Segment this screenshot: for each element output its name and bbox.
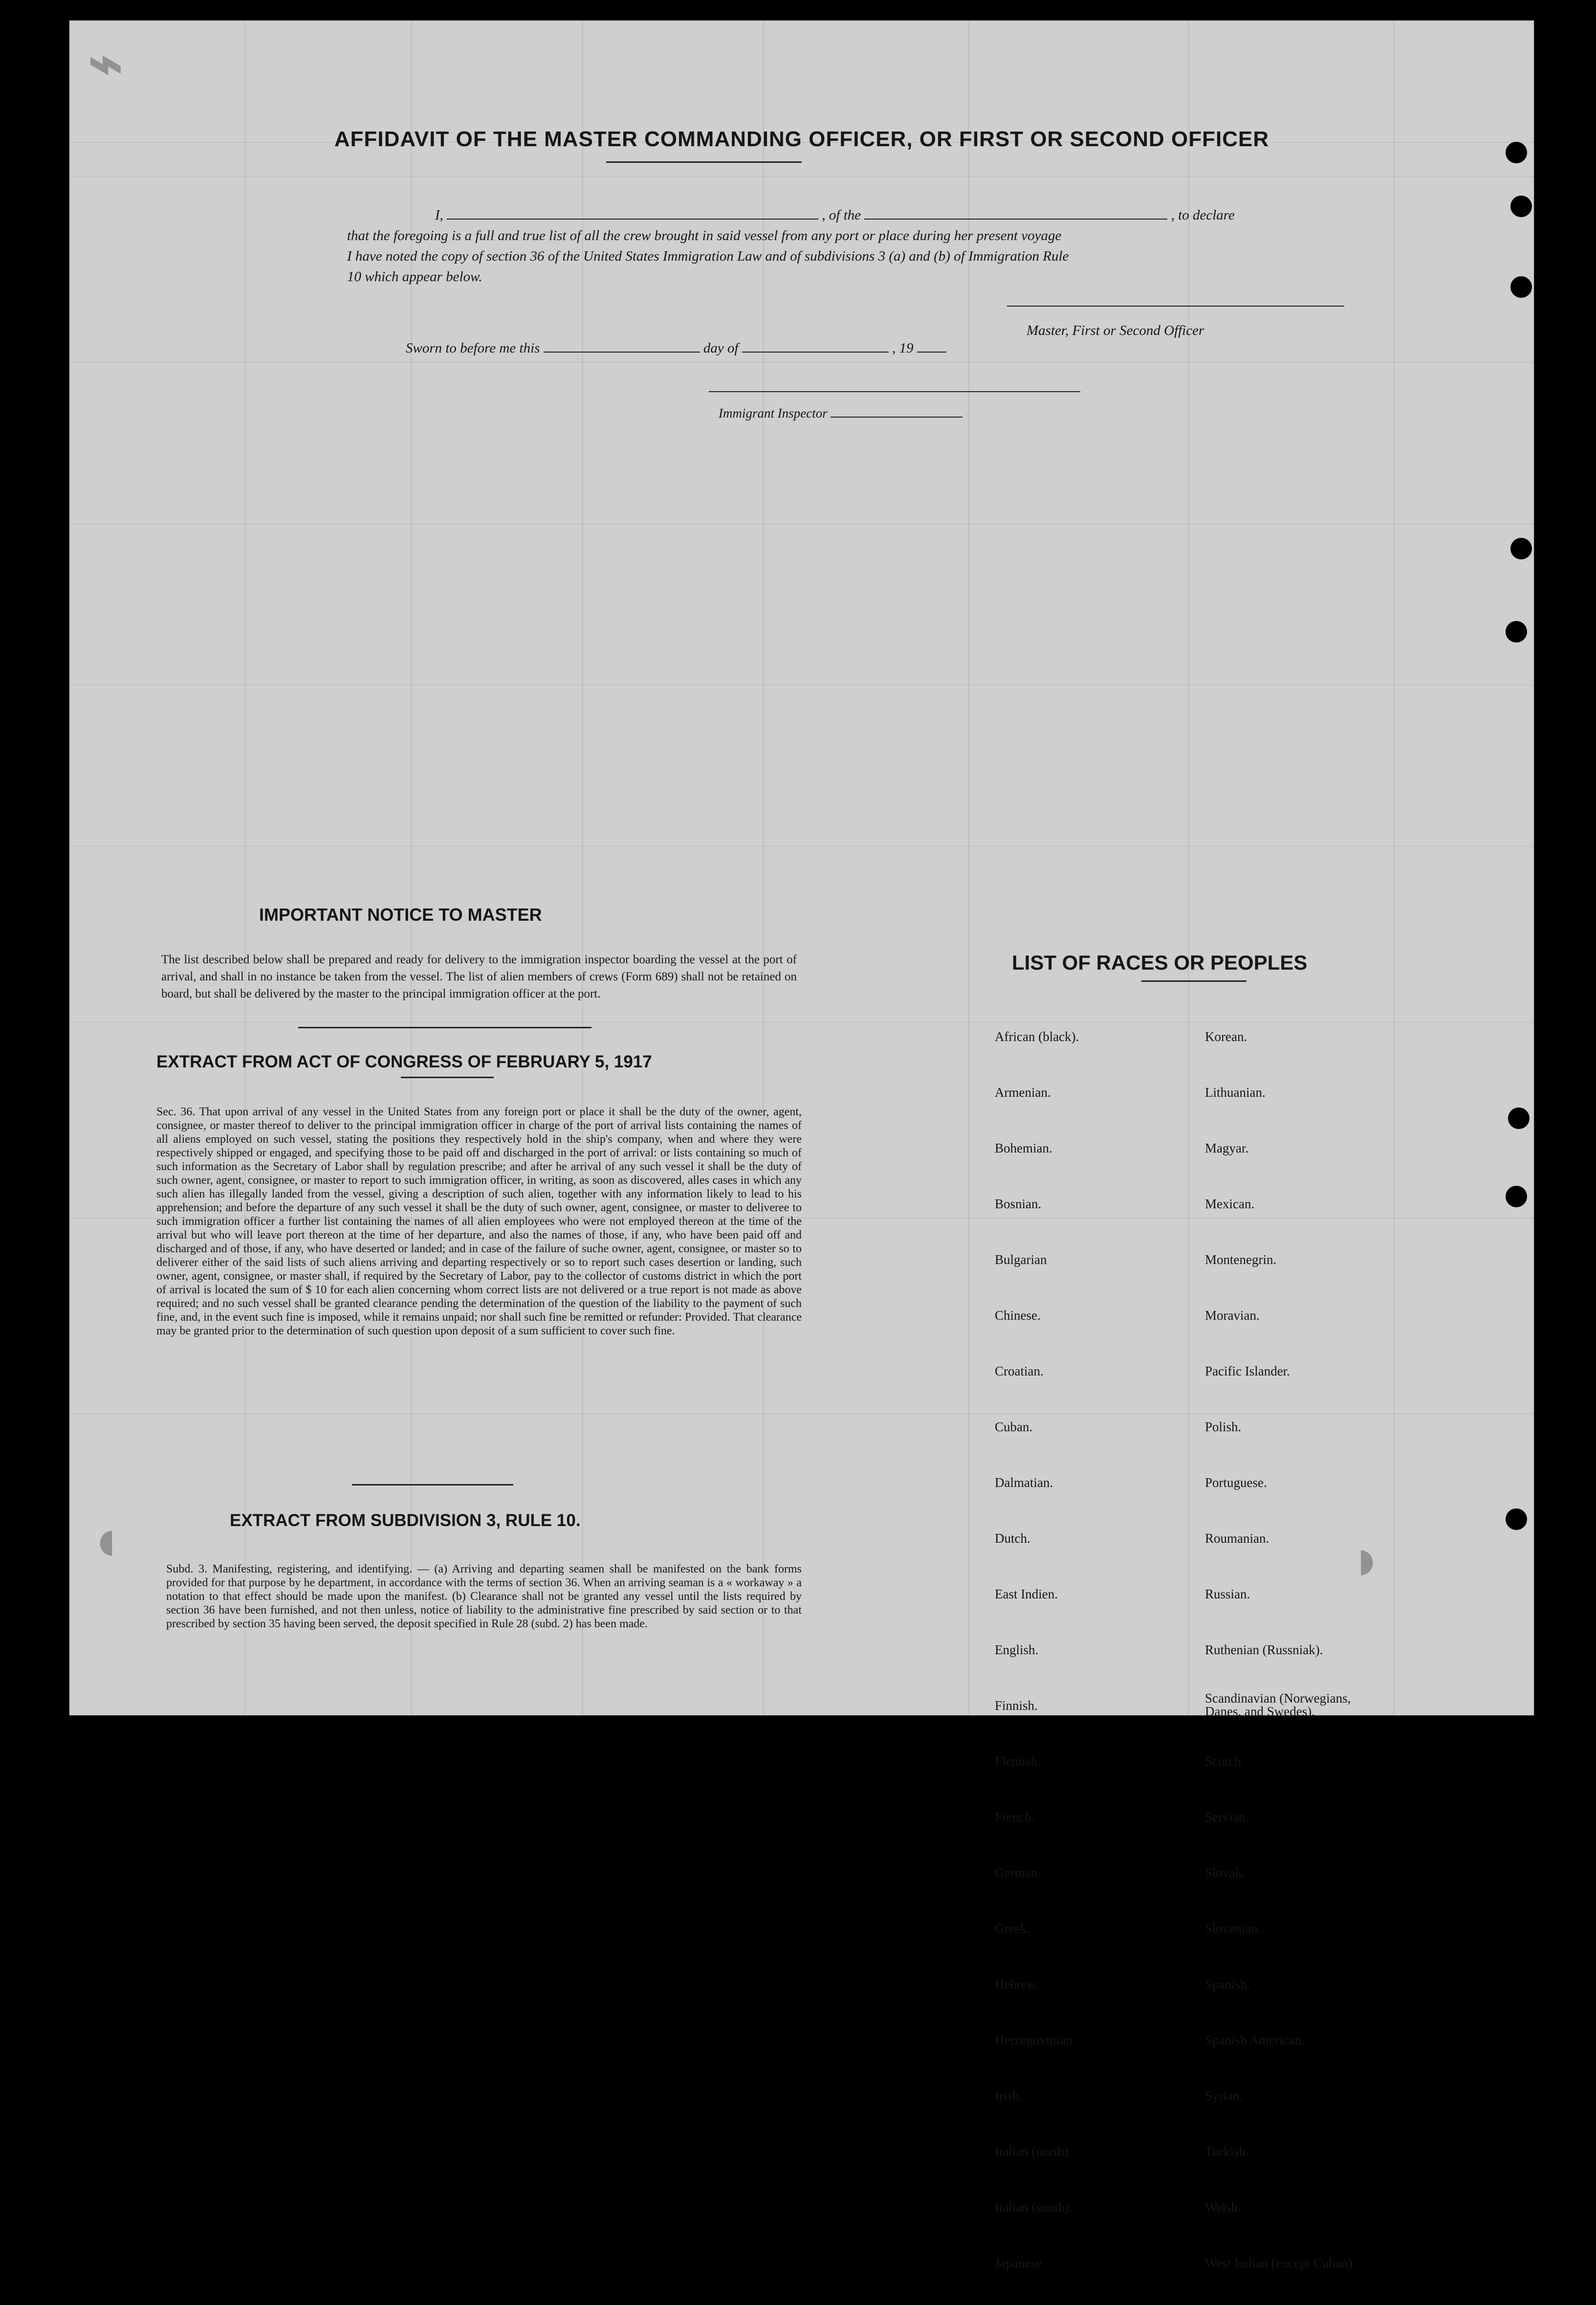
affidavit-prefix: I,	[435, 207, 443, 223]
races-left-column	[995, 995, 1220, 2305]
sworn-year-prefix: , 19	[892, 340, 914, 356]
race-item: Hebrew.	[995, 1977, 1039, 1992]
race-item: Bulgarian	[995, 1252, 1047, 1267]
race-item: Italian (south).	[995, 2200, 1072, 2215]
notice-text: The list described below shall be prepared and ready for delivery to the immigration inspector boarding the vessel at the port of arrival, and shall in no instance be taken from the vessel. The list of alien members of crews (Form 689) shall not be retained on board, but shall be delivered by the master to the principal immigration officer at the port.	[161, 953, 797, 1000]
act-title-underline	[401, 1077, 494, 1078]
affidavit-line-2: that the foregoing is a full and true list of all the crew brought in said vessel from any port or place during her present voyage	[347, 228, 1062, 244]
race-item: French.	[995, 1810, 1035, 1824]
affidavit-title: AFFIDAVIT OF THE MASTER COMMANDING OFFICER, OR FIRST OR SECOND OFFICER	[334, 127, 1269, 151]
race-item: East Indien.	[995, 1587, 1058, 1601]
inspector-line	[719, 405, 962, 421]
race-item: Italian (north).	[995, 2144, 1072, 2159]
subdivision-text: Subd. 3. Manifesting, registering, and identifying. — (a) Arriving and departing seamen shall be manifested on the bank forms provided for that purpose by he department, in accordance with the terms of section 36. When an arriving seaman is a « workaway » a notation to that effect should be made upon the manifest. (b) Clearance shall not be granted any vessel until the lists required by section 36 have been furnished, and not then unless, notice of liability to the administrative fine prescribed by said section or to that prescribed by section 35 having been served, the deposit specified in Rule 28 (subd. 2) has been made.	[166, 1563, 802, 1630]
faded-stamp-mark: ◖	[88, 1507, 124, 1573]
race-item: Dalmatian.	[995, 1475, 1053, 1490]
race-item: Spanish American.	[1205, 2033, 1305, 2047]
binder-hole	[1510, 196, 1532, 217]
affidavit-line-4: 10 which appear below.	[347, 269, 482, 285]
race-item: Scotch.	[1205, 1754, 1245, 1769]
race-item: Cuban.	[995, 1419, 1033, 1434]
race-item: German.	[995, 1865, 1041, 1880]
sworn-prefix: Sworn to before me this	[406, 340, 540, 356]
race-item: Russian.	[1205, 1587, 1250, 1601]
race-item: Slovak.	[1205, 1865, 1245, 1880]
races-title: LIST OF RACES OR PEOPLES	[1012, 951, 1308, 974]
inspector-rule	[709, 391, 1080, 392]
race-item: Spanish.	[1205, 1977, 1250, 1992]
document-sheet	[68, 20, 1535, 2270]
affidavit-declare: , to declare	[1171, 207, 1235, 223]
faded-stamp-mark: ⌁	[88, 30, 124, 96]
race-item: Slovenian.	[1205, 1921, 1261, 1936]
act-extract-text: Sec. 36. That upon arrival of any vessel in the United States from any foreign port or place it shall be the duty of the owner, agent, consignee, or master thereof to deliver to the principal immigration officer in charge of the port of arrival lists containing the names of all aliens employed on such vessel, stating the positions they respectively hold in the ship's company, when and where they were respectively shipped or engaged, and specifying those to be paid off and discharged in the port of arrival: or lists containing so much of such information as the Secretary of Labor shall by regulation prescribe; and after he arrival of any such vessel it shall be the duty of such owner, agent, consignee, or master to report to such immigration officer, in writing, as soon as discovered, alles cases in which any such alien has illegally landed from the vessel, giving a description of such alien, together with any information likely to lead to his apprehension; and before the departure of any such vessel it shall be the duty of such owner, agent, consignee, or master to deliveree to such immigration officer a further list containing the names of all alien employees who were not employed thereon at the time of the arrival but who will leave port thereon at the time of her departure, and also the names of those, if any, who have been paid off and discharged and of those, if any, who have deserted or landed; and in case of the failure of suche owner, agent, consignee, or master so to deliverer either of the said lists of such aliens arriving and departing respectively or so to report such cases desertion or landing, such owner, agent, consignee, or master shall, if required by the Secretary of Labor, pay to the collector of customs district in which the port of arrival is located the sum of $ 10 for each alien concerning whom correct lists are not delivered or a true report is not made as above required; and no such vessel shall be granted clearance pending the determination of the question of the liability to the payment of such fine, and, in the event such fine is imposed, while it remains unpaid; nor shall such fine be remitted or refunder: Provided. That clearance may be granted prior to the determination of such question upon deposit of a sum sufficient to cover such fine.	[156, 1106, 802, 1337]
race-item: African (black).	[995, 1029, 1079, 1044]
race-item: Irish.	[995, 2088, 1023, 2103]
race-item: English.	[995, 1642, 1039, 1657]
master-signature-line[interactable]	[1007, 306, 1344, 307]
race-item: Armenian.	[995, 1085, 1051, 1100]
race-item: Scandinavian (Norwegians, Danes, and Swedes).	[1205, 1691, 1351, 1719]
binder-hole	[1510, 538, 1532, 559]
sworn-line	[406, 340, 946, 356]
races-right-column	[1205, 995, 1430, 2305]
race-item: Greek.	[995, 1921, 1030, 1936]
binder-hole	[1506, 621, 1527, 643]
inspector-signature-blank[interactable]	[831, 405, 962, 418]
race-item: Mexican.	[1205, 1197, 1255, 1211]
subdivision-divider	[352, 1484, 513, 1485]
race-item: Moravian.	[1205, 1308, 1260, 1323]
inspector-label: Immigrant Inspector	[719, 406, 828, 421]
ghost-table-column	[244, 20, 246, 1716]
faded-stamp-mark: ◗	[1349, 1527, 1385, 1592]
race-item: Roumanian.	[1205, 1531, 1269, 1546]
race-item: Korean.	[1205, 1029, 1247, 1044]
race-item: Croatian.	[995, 1364, 1044, 1378]
race-item: Polish.	[1205, 1419, 1242, 1434]
binder-hole	[1506, 1186, 1527, 1207]
race-item: Lithuanian.	[1205, 1085, 1266, 1100]
ghost-table-line	[68, 176, 1535, 177]
ghost-table-line	[68, 523, 1535, 524]
affidavit-of-the: , of the	[822, 207, 861, 223]
race-item: Finnish.	[995, 1698, 1038, 1713]
ghost-table-line	[68, 362, 1535, 363]
vessel-name-blank[interactable]	[864, 207, 1167, 220]
race-item: Portuguese.	[1205, 1475, 1267, 1490]
sworn-day-blank[interactable]	[544, 340, 700, 353]
race-item: Herzegovinian.	[995, 2033, 1076, 2047]
notice-title: IMPORTANT NOTICE TO MASTER	[259, 905, 542, 925]
binder-hole	[1506, 1508, 1527, 1530]
race-item: Dutch.	[995, 1531, 1030, 1546]
race-item: Japanese.	[995, 2256, 1045, 2270]
race-item: Turkish.	[1205, 2144, 1249, 2159]
races-title-underline	[1141, 980, 1246, 982]
race-item: Magyar.	[1205, 1141, 1249, 1155]
sworn-month-blank[interactable]	[742, 340, 889, 353]
ghost-table-line	[68, 846, 1535, 847]
race-item: Bosnian.	[995, 1197, 1042, 1211]
race-item: Servian.	[1205, 1810, 1249, 1824]
race-item: Flemish.	[995, 1754, 1041, 1769]
race-item: Chinese.	[995, 1308, 1041, 1323]
race-item: West Indian (except Cuban)	[1205, 2256, 1353, 2270]
notice-divider	[298, 1027, 591, 1028]
race-item: Pacific Islander.	[1205, 1364, 1290, 1378]
affidavit-line-3: I have noted the copy of section 36 of the United States Immigration Law and of subdivisions 3 (a) and (b) of Immigration Rule	[347, 248, 1069, 264]
affidavit-line-1	[347, 205, 1354, 225]
binder-hole	[1510, 276, 1532, 298]
race-item: Syrian.	[1205, 2088, 1243, 2103]
title-underline	[606, 161, 802, 163]
master-signature-label: Master, First or Second Officer	[1027, 323, 1204, 338]
race-item: Montenegrin.	[1205, 1252, 1277, 1267]
sworn-year-blank[interactable]	[917, 340, 946, 353]
master-name-blank[interactable]	[447, 207, 818, 220]
act-extract-title: EXTRACT FROM ACT OF CONGRESS OF FEBRUARY 5, 1917	[156, 1052, 652, 1071]
ghost-table-line	[68, 685, 1535, 686]
race-item: Bohemian.	[995, 1141, 1052, 1155]
race-item: Welsh.	[1205, 2200, 1241, 2215]
binder-hole	[1508, 1108, 1530, 1129]
sworn-day-of: day of	[703, 340, 739, 356]
subdivision-title: EXTRACT FROM SUBDIVISION 3, RULE 10.	[230, 1511, 581, 1530]
race-item: Ruthenian (Russniak).	[1205, 1642, 1323, 1657]
